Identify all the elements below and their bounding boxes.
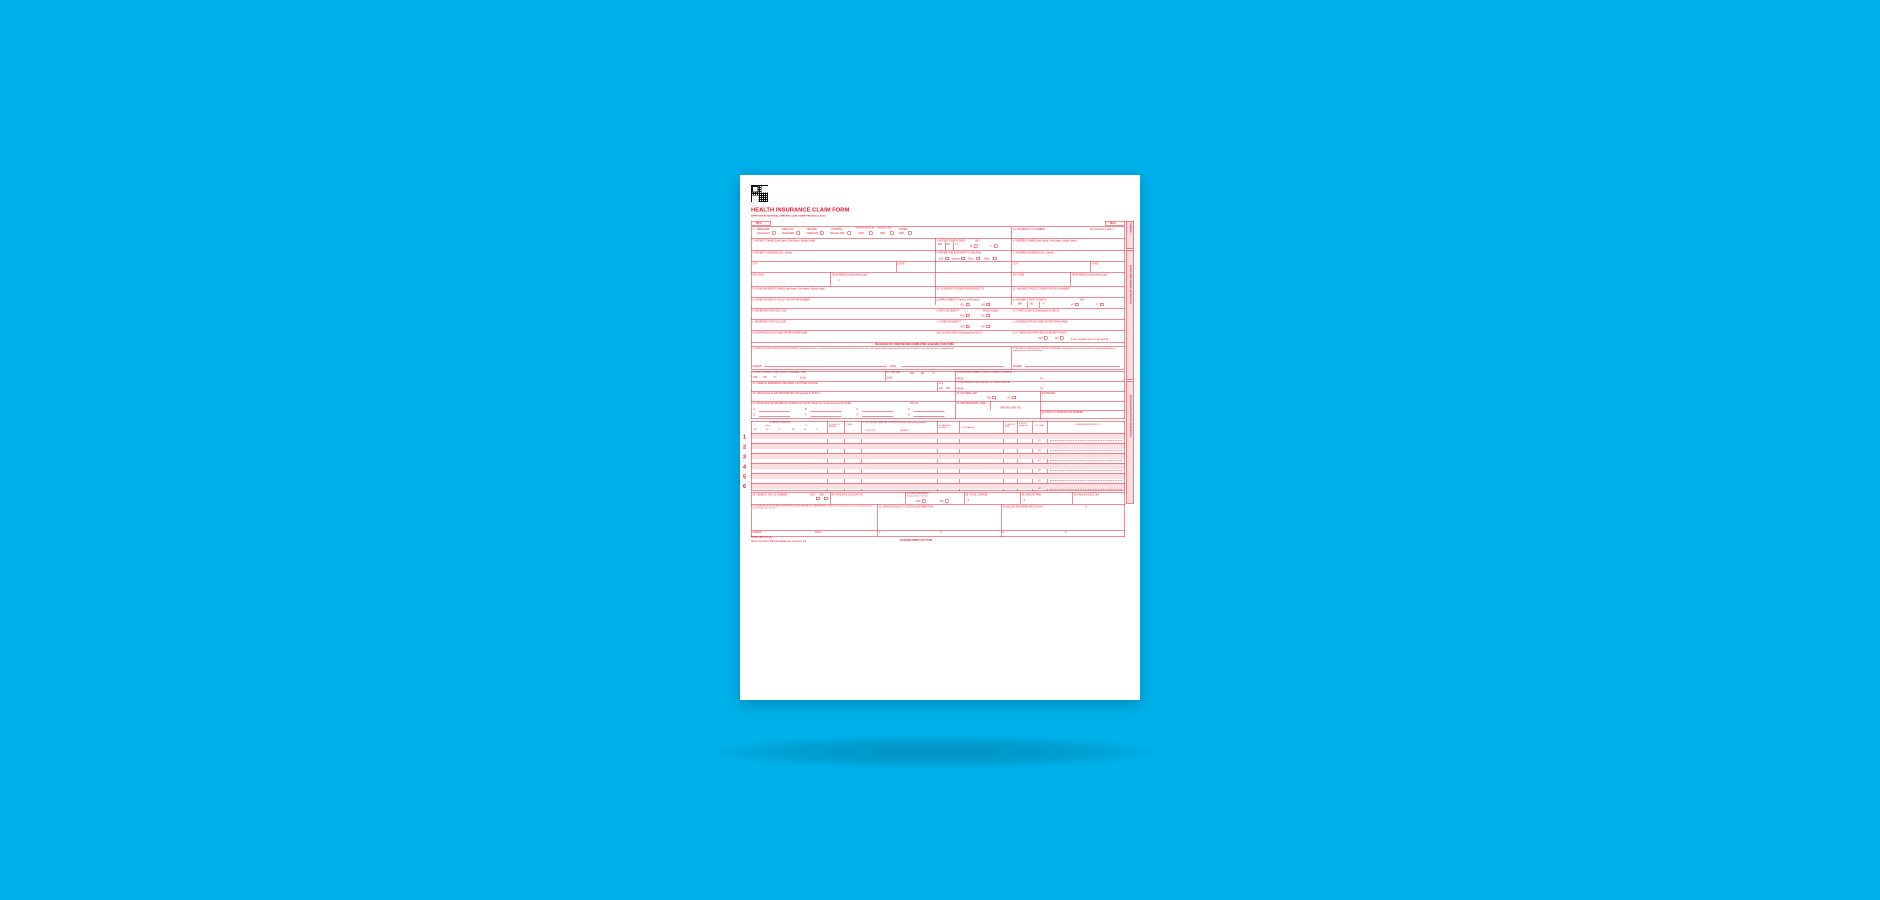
field14-yy: YY: [773, 376, 777, 379]
field10b-place: PLACE (State): [983, 309, 999, 312]
checkbox-ssn[interactable]: [816, 497, 820, 500]
checkbox-outside-lab-no[interactable]: [1013, 396, 1017, 399]
insured-zip-label: ZIP CODE: [1013, 273, 1025, 276]
field11a-m: M: [1071, 303, 1073, 306]
field10a-yes: YES: [960, 303, 965, 306]
field18-from: FROM: [956, 387, 964, 390]
field1a-note: (For Program in Item 1): [1090, 228, 1115, 231]
checkbox-other-accident-yes[interactable]: [966, 325, 970, 328]
field11a-yy: YY: [1042, 302, 1046, 305]
footer-nucc: NUCC Instruction Manual available at: www.nucc.org: [751, 540, 807, 543]
field16-to: TO: [1040, 377, 1044, 380]
field6-opt-other: Other: [984, 257, 990, 260]
checkbox-rel-child[interactable]: [977, 257, 981, 260]
row-dotted-line: [1050, 471, 1122, 472]
patient-zip-label: ZIP CODE: [752, 273, 764, 276]
field25-ein: EIN: [820, 493, 824, 496]
field16-from: FROM: [956, 377, 964, 380]
f24-yy-to: YY: [816, 428, 819, 431]
diag-letter-c: C.: [856, 408, 859, 411]
field1-sub-0: (Medicare#): [757, 232, 770, 235]
field1-label: 1.: [752, 228, 755, 231]
field1-opt-2: TRICARE: [806, 228, 817, 231]
field29-label: 29. AMOUNT PAID: [1021, 493, 1042, 496]
field11c-label: c. INSURANCE PLAN NAME OR PROGRAM NAME: [1013, 320, 1068, 323]
checkbox-other-accident-no[interactable]: [987, 325, 991, 328]
field1-opt-6: OTHER: [899, 228, 908, 231]
row-dotted-line: [1050, 489, 1122, 490]
service-row-number-3: 3: [743, 454, 747, 460]
field17b-label: 17b.: [939, 387, 944, 390]
checkbox-rel-other[interactable]: [993, 257, 997, 260]
field24d-cpt: CPT/HCPCS: [865, 429, 876, 432]
field1-sub-1: (Medicaid#): [782, 232, 795, 235]
field33-label: 33. BILLING PROVIDER INFO & PH #: [1002, 505, 1043, 508]
field28-label: 28. TOTAL CHARGE: [965, 493, 988, 496]
field3-label: 3. PATIENT'S BIRTH DATE: [936, 239, 966, 242]
field1-opt-5: FECA BLK LUNG: [877, 227, 892, 229]
field30-label: 30. Rsvd for NUCC Use: [1074, 493, 1099, 496]
field3-yy: YY: [955, 243, 959, 246]
checkbox-rel-self[interactable]: [946, 257, 950, 260]
field24a-to: To: [805, 424, 807, 427]
field24f-label: F. $ CHARGES: [962, 426, 974, 429]
field31-date: DATE: [815, 531, 822, 534]
field12-date-label: DATE: [890, 365, 897, 368]
field1-sub-2: (ID#/DoD#): [806, 232, 819, 235]
checkbox-group-health[interactable]: [869, 232, 873, 235]
checkbox-insured-male[interactable]: [1075, 303, 1079, 306]
checkbox-tricare[interactable]: [820, 232, 824, 235]
field20-charges: $ CHARGES: [1041, 392, 1055, 395]
field4-label: 4. INSURED'S NAME (Last Name, First Name, Middle Initial): [1013, 239, 1077, 242]
field10b-yes: YES: [960, 314, 965, 317]
field3-dd: DD: [946, 243, 950, 246]
field10d-label: 10d. CLAIM CODES (Designated by NUCC): [936, 331, 983, 334]
cms-1500-form: [740, 175, 1140, 700]
field32-label: 32. SERVICE FACILITY LOCATION INFORMATION: [879, 505, 934, 508]
field1-sub-4: (ID#): [858, 232, 864, 235]
field11a-dd: DD: [1030, 302, 1034, 305]
field27-note: (For govt. claims, see back): [906, 495, 929, 497]
patient-city-label: CITY: [752, 262, 758, 265]
field3-f-label: F: [990, 245, 992, 248]
diag-letter-d: D.: [908, 408, 911, 411]
pica-right-label: PICA: [1110, 222, 1116, 225]
field33a-label: a.: [1002, 531, 1005, 534]
f24-mm-from: MM: [754, 428, 757, 431]
field6-opt-self: Self: [939, 257, 944, 260]
row-dotted-line: [1050, 481, 1122, 482]
field22-label: 22. RESUBMISSION CODE: [956, 402, 986, 405]
field17a-label: 17a.: [939, 382, 944, 385]
field10a-label: a. EMPLOYMENT? (Current or Previous): [936, 298, 980, 301]
field9-label: 9. OTHER INSURED'S NAME (Last Name, First Name, Middle Initial): [752, 287, 825, 290]
field13-text: 13. INSURED'S OR AUTHORIZED PERSON'S SIGNATURE I authorize payment of medical benefits to the undersigned physician or supplier for services described below.: [1013, 347, 1116, 352]
field6-opt-spouse: Spouse: [952, 257, 960, 260]
row6-npi: NPI: [1038, 487, 1041, 490]
field19-label: 19. ADDITIONAL CLAIM INFORMATION (Designated by NUCC): [752, 392, 820, 395]
insured-state-label: STATE: [1091, 262, 1099, 265]
field11a-mm: MM: [1018, 302, 1022, 305]
field12-signed-label: SIGNED: [752, 365, 762, 368]
row-dotted-line: [1050, 441, 1122, 442]
field2-label: 2. PATIENT'S NAME (Last Name, First Name, Middle Initial): [752, 239, 815, 242]
checkbox-auto-yes[interactable]: [966, 314, 970, 317]
approval-line: APPROVED BY NATIONAL UNIFORM CLAIM COMMITTEE (NUCC) 02/12: [751, 214, 826, 217]
field24b-label: B. PLACE OF SERVICE: [829, 423, 840, 428]
field1-sub-5: (ID#): [880, 232, 886, 235]
field15-dd: DD: [921, 372, 925, 375]
field15-qual: QUAL.: [886, 376, 894, 379]
field10c-no: NO: [981, 325, 985, 328]
field10c-label: c. OTHER ACCIDENT?: [936, 320, 961, 323]
diag-letter-f: F.: [805, 413, 807, 416]
row-dotted-line: [1050, 451, 1122, 452]
pica-left-label: PICA: [756, 222, 762, 225]
service-row-number-4: 4: [743, 464, 747, 470]
field25-label: 25. FEDERAL TAX I.D. NUMBER: [752, 493, 788, 496]
field21-icd-ind: ICD Ind.: [910, 402, 919, 405]
checkbox-other[interactable]: [908, 232, 912, 235]
field31-signed: SIGNED: [752, 531, 762, 534]
field9b-label: b. RESERVED FOR NUCC USE: [752, 309, 787, 312]
row5-npi: NPI: [1038, 479, 1041, 482]
f24-mm-to: MM: [792, 428, 795, 431]
field13-signed-label: SIGNED: [1013, 365, 1022, 368]
checkbox-medicaid[interactable]: [797, 232, 801, 235]
field9a-label: a. OTHER INSURED'S POLICY OR GROUP NUMBER: [752, 298, 810, 301]
insured-tel-label: TELEPHONE (Include Area Code): [1071, 273, 1108, 276]
field5-label: 5. PATIENT'S ADDRESS (No., Street): [752, 251, 792, 254]
row1-npi: NPI: [1038, 439, 1041, 442]
field17b-npi: NPI: [946, 387, 950, 390]
field33b-label: b.: [1065, 531, 1067, 534]
field10a-no: NO: [981, 303, 985, 306]
field15-mm: MM: [910, 372, 914, 375]
field11-label: 11. INSURED'S POLICY GROUP OR FECA NUMBER: [1013, 287, 1070, 290]
checkbox-champva[interactable]: [848, 232, 852, 235]
field24d-mod: MODIFIER: [900, 429, 909, 432]
service-row-number-1: 1: [743, 434, 747, 440]
field24a-from: From: [766, 424, 771, 427]
cms-1500-page: [740, 175, 1140, 700]
field24h-label: H. EPSDT Family Plan: [1019, 422, 1029, 427]
row3-npi: NPI: [1038, 459, 1041, 462]
diag-letter-b: B.: [805, 408, 808, 411]
service-row-number-6: 6: [743, 483, 747, 490]
field12-text: 12. PATIENT'S OR AUTHORIZED PERSON'S SIGNATURE I authorize the release of any medical or other information necessary to process this claim. I also request payment of government benefits either to myself or to the party who accepts assignment below.: [752, 347, 955, 350]
checkbox-ein[interactable]: [824, 497, 828, 500]
field16-label: 16. DATES PATIENT UNABLE TO WORK IN CURRENT OCCUPATION: [956, 371, 1012, 374]
patient-tel-label: TELEPHONE (Include Area Code): [831, 273, 868, 276]
field33-phone: ( ): [1085, 505, 1088, 508]
field24j-label: J. RENDERING PROVIDER ID. #: [1074, 423, 1101, 426]
field11b-label: b. OTHER CLAIM ID (Designated by NUCC): [1013, 309, 1060, 312]
field28-dollar: $: [967, 499, 969, 502]
field3-sex-label: SEX: [975, 239, 980, 242]
checkbox-other-plan-no[interactable]: [1060, 337, 1064, 340]
field7-label: 7. INSURED'S ADDRESS (No., Street): [1013, 251, 1054, 254]
field1-opt-3: CHAMPVA: [831, 228, 843, 231]
field20-yes: YES: [986, 396, 992, 399]
field21-label: 21. DIAGNOSIS OR NATURE OF ILLNESS OR INJURY Relate A-L to service line below (24E): [752, 402, 851, 405]
field24g-label: G. DAYS OR UNITS: [1005, 423, 1016, 428]
field24d-label: D. PROCEDURES, SERVICES, OR SUPPLIES (Explain Unusual Circumstances): [863, 421, 927, 424]
field24i-label: I. ID. QUAL.: [1035, 424, 1045, 427]
field10-label: 10. IS PATIENT'S CONDITION RELATED TO:: [936, 287, 985, 290]
row-dotted-line: [1050, 461, 1122, 462]
barcode-icon: [751, 185, 768, 202]
field18-to: TO: [1040, 387, 1044, 390]
checkbox-medicare[interactable]: [772, 232, 776, 235]
row4-npi: NPI: [1038, 469, 1041, 472]
field20-label: 20. OUTSIDE LAB?: [956, 392, 978, 395]
field10c-yes: YES: [960, 325, 965, 328]
checkbox-sex-male[interactable]: [974, 245, 978, 248]
page-title: HEALTH INSURANCE CLAIM FORM: [751, 207, 850, 213]
service-row-shade: [752, 434, 1125, 440]
field32b-label: b.: [940, 531, 942, 534]
f24-dd-from: DD: [766, 428, 769, 431]
field11d-yes: YES: [1038, 337, 1043, 340]
service-row-shade: [752, 444, 1125, 450]
field26-label: 26. PATIENT'S ACCOUNT NO.: [831, 493, 864, 496]
field18-label: 18. HOSPITALIZATION DATES RELATED TO CURRENT SERVICES: [956, 381, 1011, 384]
field1-opt-4: GROUP HEALTH PLAN: [855, 227, 875, 229]
row2-npi: NPI: [1038, 449, 1041, 452]
field27-no: NO: [940, 500, 944, 503]
field14-label: 14. DATE OF CURRENT ILLNESS, INJURY, or PREGNANCY (LMP): [752, 371, 806, 374]
field6-label: 6. PATIENT RELATIONSHIP TO INSURED: [936, 251, 982, 254]
diag-letter-h: H.: [908, 413, 911, 416]
f24-yy-from: YY: [778, 428, 781, 431]
field1-sub-6: (ID#): [899, 232, 905, 235]
field20-no: NO: [1007, 396, 1011, 399]
service-row-shade: [752, 474, 1125, 480]
f24-dd-to: DD: [804, 428, 807, 431]
service-row-shade: [752, 454, 1125, 460]
checkbox-feca[interactable]: [890, 232, 894, 235]
field11d-no: NO: [1055, 337, 1059, 340]
field3-mm: MM: [938, 243, 942, 246]
checkbox-accept-assignment-no[interactable]: [945, 500, 949, 503]
checkbox-other-plan-yes[interactable]: [1044, 337, 1048, 340]
checkbox-insured-female[interactable]: [1100, 303, 1104, 306]
field25-ssn: SSN: [810, 493, 815, 496]
service-row-number-5: 5: [743, 474, 747, 480]
field31-label: 31. SIGNATURE OF PHYSICIAN OR SUPPLIER INCLUDING DEGREES OR CREDENTIALS (I certify that the statements on the reverse apply to this bill and are made a part thereof.): [752, 505, 872, 509]
field23-label: 23. PRIOR AUTHORIZATION NUMBER: [1041, 411, 1084, 414]
field27-yes: YES: [916, 500, 921, 503]
field11a-label: a. INSURED'S DATE OF BIRTH: [1013, 298, 1047, 301]
field27-label: 27. ACCEPT ASSIGNMENT?: [906, 492, 930, 495]
field14-mm: MM: [753, 376, 758, 379]
field9c-label: c. RESERVED FOR NUCC USE: [752, 320, 787, 323]
insured-city-label: CITY: [1013, 262, 1019, 265]
physician-info-label: PHYSICIAN OR SUPPLIER INFORMATION: [1129, 395, 1132, 437]
field10b-no: NO: [981, 314, 985, 317]
checkbox-rel-spouse[interactable]: [962, 257, 966, 260]
field11a-sex: SEX: [1080, 298, 1085, 301]
page-shadow: [705, 735, 1165, 769]
field10b-label: b. AUTO ACCIDENT?: [936, 309, 960, 312]
patient-info-label: PATIENT AND INSURED INFORMATION: [1129, 265, 1132, 304]
field1-opt-1: MEDICAID: [782, 228, 794, 231]
field1-sub-3: (Member ID#): [830, 232, 845, 235]
field24a-label: A. DATE(S) OF SERVICE: [770, 421, 790, 424]
checkbox-outside-lab-yes[interactable]: [993, 396, 997, 399]
field29-dollar: $: [1023, 499, 1025, 502]
field11d-label: d. IS THERE ANOTHER HEALTH BENEFIT PLAN?: [1013, 331, 1067, 334]
diag-letter-g: G.: [856, 413, 859, 416]
service-row-shade: [752, 464, 1125, 470]
diag-letter-e: E.: [753, 413, 756, 416]
field11d-note: If yes, complete items 9, 9a, and 9d.: [1071, 338, 1109, 341]
field14-dd: DD: [763, 376, 767, 379]
field32a-label: a.: [879, 531, 881, 534]
footer-print-type: PLEASE PRINT OR TYPE: [900, 539, 933, 542]
checkbox-sex-female[interactable]: [994, 245, 998, 248]
field24c-label: C. EMG: [846, 423, 853, 426]
patient-state-label: STATE: [897, 262, 905, 265]
field15-label: 15. OTHER DATE: [886, 371, 901, 374]
checkbox-employment-yes[interactable]: [966, 303, 970, 306]
checkbox-auto-no[interactable]: [987, 314, 991, 317]
field3-m-label: M: [970, 245, 972, 248]
service-row-number-2: 2: [743, 444, 747, 450]
field11a-f: F: [1096, 303, 1098, 306]
diag-letter-a: A.: [753, 408, 756, 411]
footer-form-code: FORM 1500 (02-12): [751, 536, 772, 539]
patient-tel-paren: ( ): [837, 279, 840, 282]
field15-yy: YY: [932, 372, 936, 375]
field1a-label: 1a. INSURED'S I.D. NUMBER: [1013, 228, 1045, 231]
field17-label: 17. NAME OF REFERRING PROVIDER OR OTHER SOURCE: [752, 382, 818, 385]
field22-ref: ORIGINAL REF. NO.: [1000, 406, 1022, 409]
checkbox-accept-assignment-yes[interactable]: [922, 500, 926, 503]
field9d-label: d. INSURANCE PLAN NAME OR PROGRAM NAME: [752, 331, 808, 334]
field24e-label: E. DIAGNOSIS POINTER: [939, 424, 951, 429]
field1-opt-0: MEDICARE: [757, 228, 770, 231]
field6-opt-child: Child: [968, 257, 974, 260]
read-back-notice: READ BACK OF FORM BEFORE COMPLETING & SIGNING THIS FORM.: [875, 343, 955, 346]
carrier-label: CARRIER: [1129, 223, 1132, 233]
field14-qual: QUAL.: [800, 376, 808, 379]
checkbox-employment-no[interactable]: [987, 303, 991, 306]
